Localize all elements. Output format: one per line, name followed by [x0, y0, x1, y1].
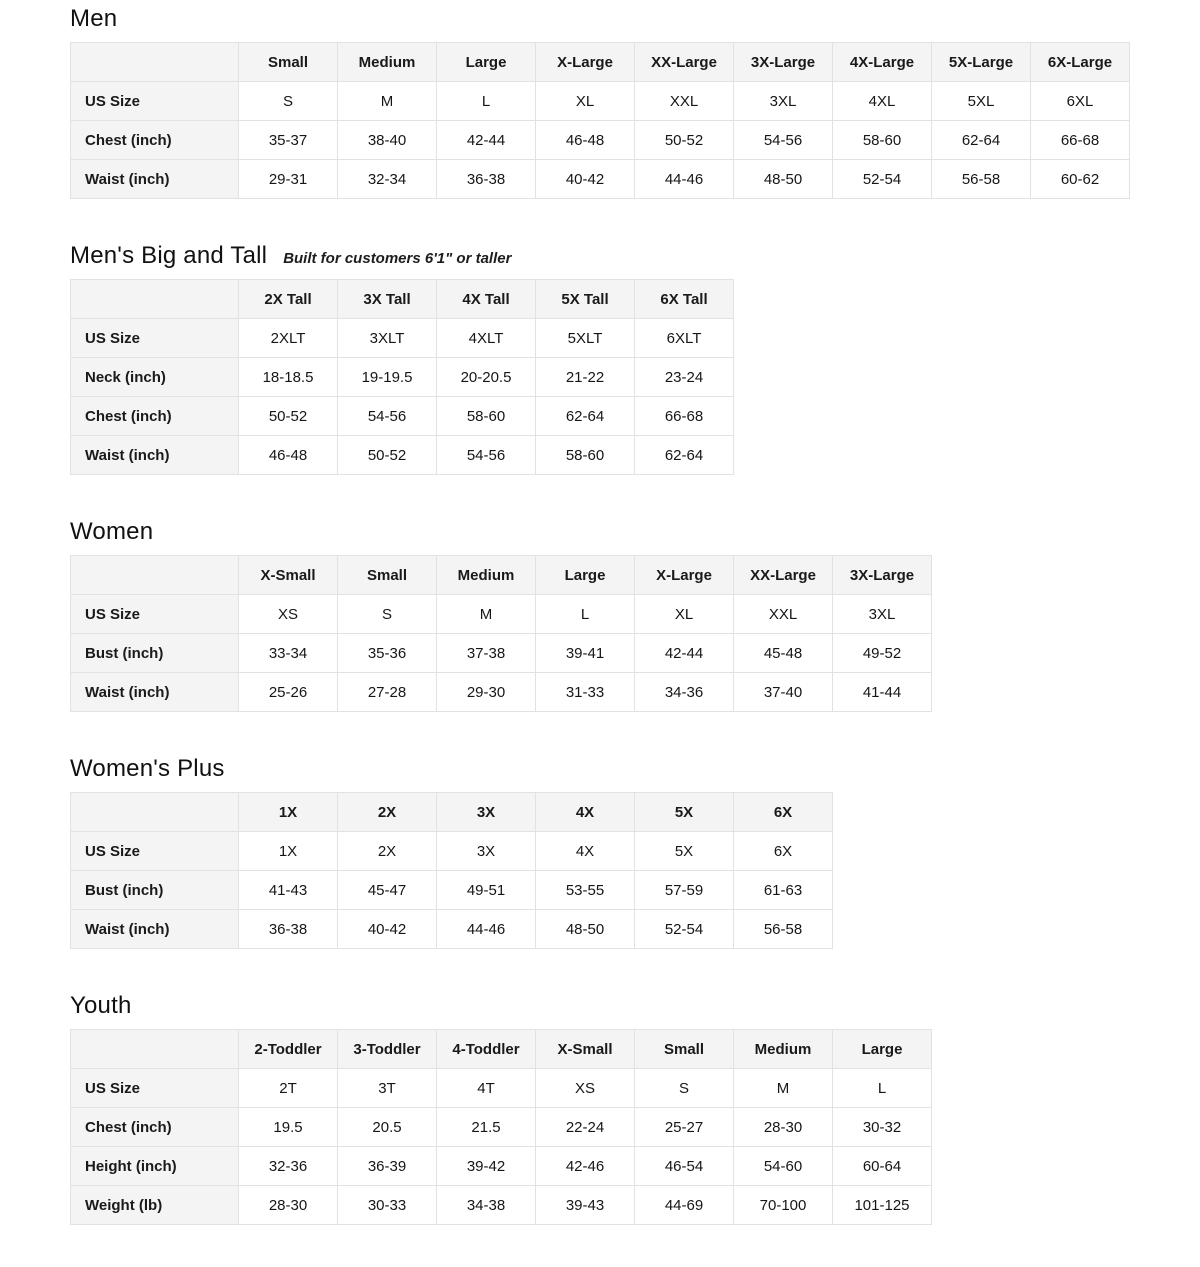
- value-cell: XS: [536, 1069, 635, 1108]
- value-cell: 60-64: [833, 1147, 932, 1186]
- value-cell: 4XLT: [437, 319, 536, 358]
- value-cell: M: [437, 595, 536, 634]
- value-cell: 44-69: [635, 1186, 734, 1225]
- header-row: [71, 793, 833, 832]
- section-title-row: [70, 754, 1200, 783]
- column-header: X-Small: [536, 1030, 635, 1069]
- table-row: [71, 871, 833, 910]
- value-cell: 54-56: [338, 397, 437, 436]
- section-mens-big-and-tall: [70, 241, 1200, 475]
- table-row: [71, 1186, 932, 1225]
- value-cell: 29-31: [239, 160, 338, 199]
- value-cell: 23-24: [635, 358, 734, 397]
- value-cell: 20.5: [338, 1108, 437, 1147]
- column-header: 2X: [338, 793, 437, 832]
- column-header: 5X Tall: [536, 280, 635, 319]
- column-header: 1X: [239, 793, 338, 832]
- row-label: Chest (inch): [71, 1108, 239, 1147]
- value-cell: 46-48: [536, 121, 635, 160]
- value-cell: 21.5: [437, 1108, 536, 1147]
- value-cell: 29-30: [437, 673, 536, 712]
- size-table-youth: [70, 1029, 932, 1225]
- value-cell: L: [536, 595, 635, 634]
- table-row: [71, 358, 734, 397]
- value-cell: 48-50: [734, 160, 833, 199]
- value-cell: 36-39: [338, 1147, 437, 1186]
- value-cell: 40-42: [536, 160, 635, 199]
- column-header: X-Large: [536, 43, 635, 82]
- value-cell: 33-34: [239, 634, 338, 673]
- column-header: Medium: [338, 43, 437, 82]
- column-header: 2X Tall: [239, 280, 338, 319]
- value-cell: 66-68: [635, 397, 734, 436]
- column-header: Small: [635, 1030, 734, 1069]
- column-header: X-Large: [635, 556, 734, 595]
- table-row: [71, 319, 734, 358]
- value-cell: 70-100: [734, 1186, 833, 1225]
- corner-cell: [71, 793, 239, 832]
- value-cell: 25-26: [239, 673, 338, 712]
- column-header: Large: [536, 556, 635, 595]
- value-cell: 2XLT: [239, 319, 338, 358]
- value-cell: 39-43: [536, 1186, 635, 1225]
- section-title-youth: Youth: [70, 992, 132, 1019]
- column-header: 6X: [734, 793, 833, 832]
- row-label: Bust (inch): [71, 634, 239, 673]
- value-cell: 34-36: [635, 673, 734, 712]
- corner-cell: [71, 556, 239, 595]
- section-subtitle: Built for customers 6'1" or taller: [283, 250, 512, 267]
- value-cell: 44-46: [635, 160, 734, 199]
- value-cell: 60-62: [1031, 160, 1130, 199]
- value-cell: 62-64: [932, 121, 1031, 160]
- column-header: Large: [833, 1030, 932, 1069]
- value-cell: 58-60: [833, 121, 932, 160]
- column-header: 5X-Large: [932, 43, 1031, 82]
- column-header: 4X-Large: [833, 43, 932, 82]
- column-header: 6X Tall: [635, 280, 734, 319]
- value-cell: 28-30: [239, 1186, 338, 1225]
- value-cell: 35-37: [239, 121, 338, 160]
- value-cell: 32-34: [338, 160, 437, 199]
- corner-cell: [71, 280, 239, 319]
- section-youth: [70, 991, 1200, 1225]
- size-table-mens-big-and-tall: [70, 279, 734, 475]
- table-row: [71, 595, 932, 634]
- value-cell: 6X: [734, 832, 833, 871]
- value-cell: S: [635, 1069, 734, 1108]
- value-cell: 30-32: [833, 1108, 932, 1147]
- value-cell: 22-24: [536, 1108, 635, 1147]
- section-title-men: Men: [70, 5, 118, 32]
- value-cell: 27-28: [338, 673, 437, 712]
- value-cell: XXL: [734, 595, 833, 634]
- row-label: US Size: [71, 82, 239, 121]
- value-cell: L: [833, 1069, 932, 1108]
- value-cell: 19-19.5: [338, 358, 437, 397]
- column-header: 3X-Large: [833, 556, 932, 595]
- value-cell: 39-42: [437, 1147, 536, 1186]
- row-label: Chest (inch): [71, 397, 239, 436]
- value-cell: XXL: [635, 82, 734, 121]
- table-row: [71, 832, 833, 871]
- value-cell: 62-64: [536, 397, 635, 436]
- column-header: 4-Toddler: [437, 1030, 536, 1069]
- header-row: [71, 280, 734, 319]
- value-cell: 46-48: [239, 436, 338, 475]
- value-cell: 56-58: [932, 160, 1031, 199]
- column-header: 5X: [635, 793, 734, 832]
- row-label: Height (inch): [71, 1147, 239, 1186]
- value-cell: 38-40: [338, 121, 437, 160]
- header-row: [71, 43, 1130, 82]
- value-cell: 57-59: [635, 871, 734, 910]
- value-cell: 44-46: [437, 910, 536, 949]
- value-cell: 52-54: [635, 910, 734, 949]
- value-cell: 54-56: [734, 121, 833, 160]
- table-row: [71, 673, 932, 712]
- row-label: Waist (inch): [71, 673, 239, 712]
- value-cell: 28-30: [734, 1108, 833, 1147]
- header-row: [71, 1030, 932, 1069]
- value-cell: 54-60: [734, 1147, 833, 1186]
- value-cell: 50-52: [635, 121, 734, 160]
- value-cell: 37-38: [437, 634, 536, 673]
- value-cell: 41-44: [833, 673, 932, 712]
- value-cell: 45-47: [338, 871, 437, 910]
- table-row: [71, 436, 734, 475]
- value-cell: 25-27: [635, 1108, 734, 1147]
- value-cell: 52-54: [833, 160, 932, 199]
- value-cell: 4XL: [833, 82, 932, 121]
- row-label: Weight (lb): [71, 1186, 239, 1225]
- table-row: [71, 82, 1130, 121]
- value-cell: XL: [536, 82, 635, 121]
- value-cell: 41-43: [239, 871, 338, 910]
- section-title-mens-big-and-tall: Men's Big and Tall: [70, 242, 268, 269]
- column-header: Medium: [437, 556, 536, 595]
- corner-cell: [71, 1030, 239, 1069]
- row-label: Chest (inch): [71, 121, 239, 160]
- section-men: [70, 4, 1200, 199]
- value-cell: 49-52: [833, 634, 932, 673]
- value-cell: 4T: [437, 1069, 536, 1108]
- value-cell: 3XL: [734, 82, 833, 121]
- corner-cell: [71, 43, 239, 82]
- row-label: US Size: [71, 319, 239, 358]
- row-label: US Size: [71, 832, 239, 871]
- value-cell: 42-46: [536, 1147, 635, 1186]
- column-header: X-Small: [239, 556, 338, 595]
- size-table-men: [70, 42, 1130, 199]
- section-title-womens-plus: Women's Plus: [70, 755, 225, 782]
- section-title-row: [70, 991, 1200, 1020]
- value-cell: 50-52: [239, 397, 338, 436]
- column-header: XX-Large: [635, 43, 734, 82]
- column-header: 2-Toddler: [239, 1030, 338, 1069]
- value-cell: M: [734, 1069, 833, 1108]
- value-cell: 36-38: [239, 910, 338, 949]
- value-cell: 101-125: [833, 1186, 932, 1225]
- value-cell: 6XLT: [635, 319, 734, 358]
- value-cell: 6XL: [1031, 82, 1130, 121]
- section-title-women: Women: [70, 518, 154, 545]
- row-label: US Size: [71, 595, 239, 634]
- table-row: [71, 634, 932, 673]
- row-label: Waist (inch): [71, 160, 239, 199]
- value-cell: 36-38: [437, 160, 536, 199]
- value-cell: XS: [239, 595, 338, 634]
- value-cell: 35-36: [338, 634, 437, 673]
- column-header: 3X Tall: [338, 280, 437, 319]
- table-row: [71, 160, 1130, 199]
- section-womens-plus: [70, 754, 1200, 949]
- column-header: XX-Large: [734, 556, 833, 595]
- value-cell: 66-68: [1031, 121, 1130, 160]
- value-cell: 4X: [536, 832, 635, 871]
- value-cell: S: [239, 82, 338, 121]
- size-table-womens-plus: [70, 792, 833, 949]
- value-cell: 50-52: [338, 436, 437, 475]
- value-cell: 34-38: [437, 1186, 536, 1225]
- column-header: 4X Tall: [437, 280, 536, 319]
- value-cell: 20-20.5: [437, 358, 536, 397]
- table-row: [71, 1108, 932, 1147]
- table-row: [71, 397, 734, 436]
- value-cell: XL: [635, 595, 734, 634]
- value-cell: 53-55: [536, 871, 635, 910]
- value-cell: 5XLT: [536, 319, 635, 358]
- value-cell: 1X: [239, 832, 338, 871]
- value-cell: 3X: [437, 832, 536, 871]
- section-women: [70, 517, 1200, 712]
- table-row: [71, 910, 833, 949]
- header-row: [71, 556, 932, 595]
- table-row: [71, 1069, 932, 1108]
- value-cell: 2T: [239, 1069, 338, 1108]
- size-table-women: [70, 555, 932, 712]
- row-label: US Size: [71, 1069, 239, 1108]
- column-header: 3X-Large: [734, 43, 833, 82]
- value-cell: 5X: [635, 832, 734, 871]
- section-title-row: [70, 241, 1200, 270]
- value-cell: 58-60: [437, 397, 536, 436]
- value-cell: 5XL: [932, 82, 1031, 121]
- section-title-row: [70, 517, 1200, 546]
- value-cell: L: [437, 82, 536, 121]
- value-cell: 40-42: [338, 910, 437, 949]
- column-header: Small: [239, 43, 338, 82]
- value-cell: 49-51: [437, 871, 536, 910]
- column-header: Large: [437, 43, 536, 82]
- column-header: 4X: [536, 793, 635, 832]
- value-cell: 2X: [338, 832, 437, 871]
- value-cell: 21-22: [536, 358, 635, 397]
- value-cell: 45-48: [734, 634, 833, 673]
- value-cell: 61-63: [734, 871, 833, 910]
- row-label: Waist (inch): [71, 436, 239, 475]
- value-cell: 30-33: [338, 1186, 437, 1225]
- value-cell: 42-44: [635, 634, 734, 673]
- row-label: Neck (inch): [71, 358, 239, 397]
- value-cell: 37-40: [734, 673, 833, 712]
- value-cell: 48-50: [536, 910, 635, 949]
- table-row: [71, 121, 1130, 160]
- column-header: 3-Toddler: [338, 1030, 437, 1069]
- value-cell: 56-58: [734, 910, 833, 949]
- value-cell: 32-36: [239, 1147, 338, 1186]
- value-cell: 19.5: [239, 1108, 338, 1147]
- value-cell: 18-18.5: [239, 358, 338, 397]
- value-cell: S: [338, 595, 437, 634]
- table-row: [71, 1147, 932, 1186]
- section-title-row: [70, 4, 1200, 33]
- value-cell: 31-33: [536, 673, 635, 712]
- column-header: Small: [338, 556, 437, 595]
- column-header: 3X: [437, 793, 536, 832]
- value-cell: 3XL: [833, 595, 932, 634]
- row-label: Bust (inch): [71, 871, 239, 910]
- value-cell: M: [338, 82, 437, 121]
- value-cell: 62-64: [635, 436, 734, 475]
- column-header: Medium: [734, 1030, 833, 1069]
- value-cell: 3XLT: [338, 319, 437, 358]
- value-cell: 3T: [338, 1069, 437, 1108]
- value-cell: 58-60: [536, 436, 635, 475]
- value-cell: 46-54: [635, 1147, 734, 1186]
- column-header: 6X-Large: [1031, 43, 1130, 82]
- value-cell: 54-56: [437, 436, 536, 475]
- value-cell: 39-41: [536, 634, 635, 673]
- value-cell: 42-44: [437, 121, 536, 160]
- row-label: Waist (inch): [71, 910, 239, 949]
